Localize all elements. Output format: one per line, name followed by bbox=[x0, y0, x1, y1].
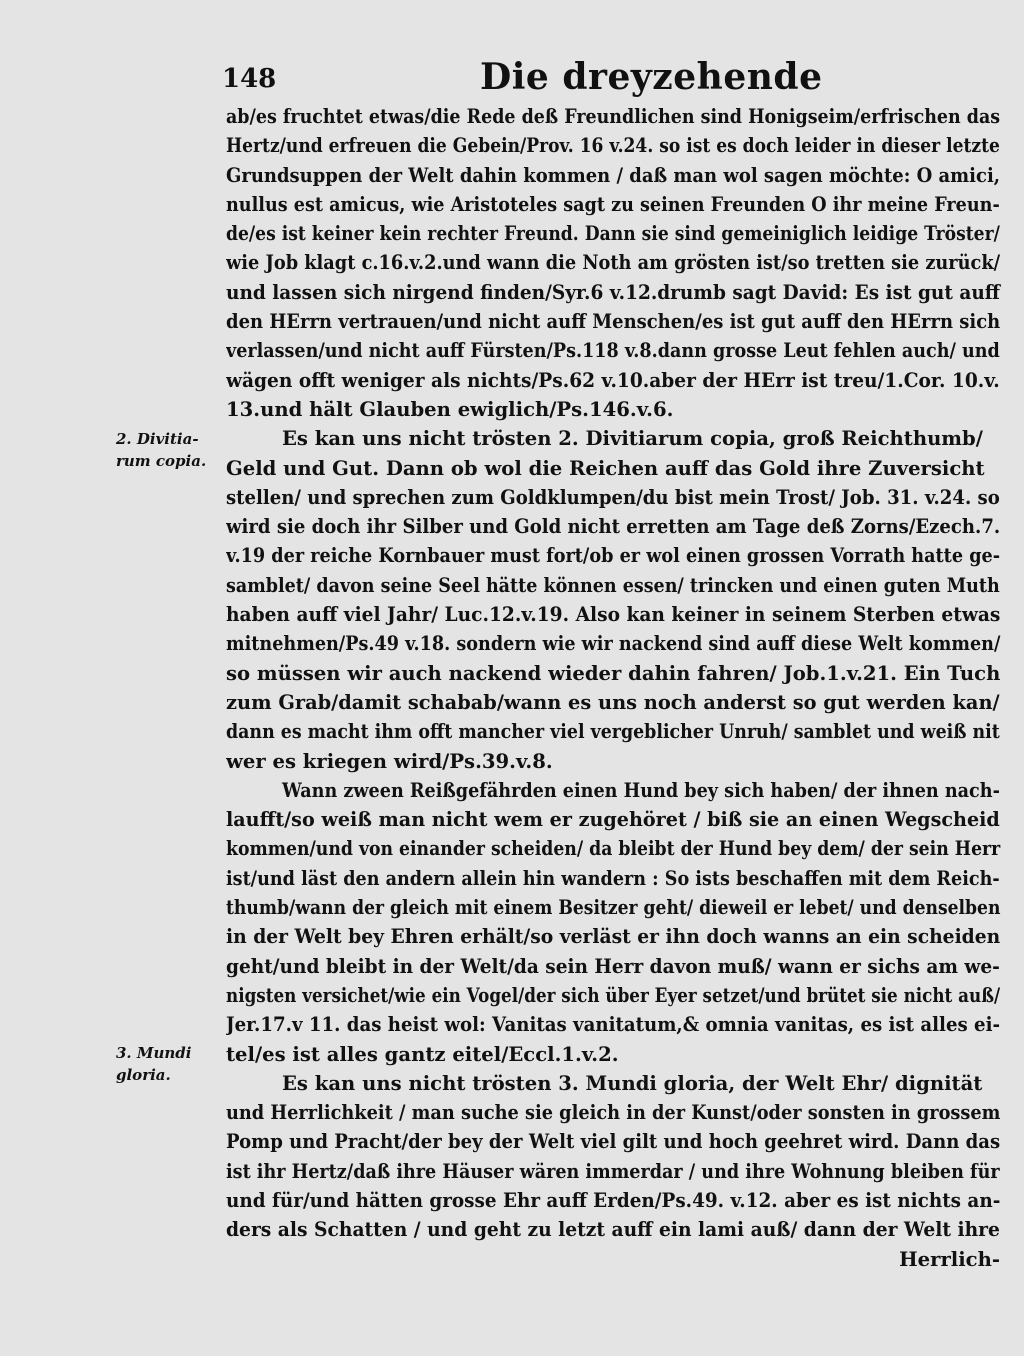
page-number: 148 bbox=[222, 64, 277, 94]
text-line: dann es macht ihm offt mancher viel vergeblicher Unruh/ samblet und weiß nit bbox=[226, 720, 1000, 744]
text-line: wer es kriegen wird/Ps.39.v.8. bbox=[226, 749, 553, 773]
text-line: ders als Schatten / und geht zu letzt auff ein lami auß/ dann der Welt ihre bbox=[226, 1218, 1000, 1242]
text-line: Es kan uns nicht trösten 2. Divitiarum copia, groß Reichthumb/ bbox=[282, 427, 983, 451]
running-title: Die dreyzehende bbox=[480, 56, 823, 98]
text-line: haben auff viel Jahr/ Luc.12.v.19. Also kan keiner in seinem Sterben etwas bbox=[226, 603, 1001, 627]
text-line: und lassen sich nirgend finden/Syr.6 v.12.drumb sagt David: Es ist gut auff bbox=[226, 280, 1000, 304]
text-line: v.19 der reiche Kornbauer must fort/ob er wol einen grossen Vorrath hatte ge- bbox=[226, 544, 1001, 568]
margin-note-mundi-gloria bbox=[116, 1042, 226, 1086]
text-line: geht/und bleibt in der Welt/da sein Herr davon muß/ wann er sichs am we- bbox=[226, 954, 1000, 978]
margin-note-divitiarum bbox=[116, 428, 226, 472]
text-line: laufft/so weiß man nicht wem er zugehöret / biß sie an einen Wegscheid bbox=[226, 808, 1000, 832]
text-line: Grundsuppen der Welt dahin kommen / daß man wol sagen möchte: O amici, bbox=[226, 163, 1001, 187]
text-line: so müssen wir auch nackend wieder dahin fahren/ Job.1.v.21. Ein Tuch bbox=[226, 661, 1001, 685]
text-line: zum Grab/damit schabab/wann es uns noch anderst so gut werden kan/ bbox=[226, 690, 1000, 714]
text-line: samblet/ davon seine Seel hätte können essen/ trincken und einen guten Muth bbox=[226, 573, 1000, 597]
text-line: nullus est amicus, wie Aristoteles sagt zu seinen Freunden O ihr meine Freun- bbox=[226, 192, 1000, 216]
margin-note-line: gloria. bbox=[116, 1066, 171, 1084]
page-header bbox=[222, 54, 962, 100]
text-line: 13.und hält Glauben ewiglich/Ps.146.v.6. bbox=[226, 397, 674, 421]
text-line: Wann zween Reißgefährden einen Hund bey sich haben/ der ihnen nach- bbox=[282, 778, 1000, 802]
margin-note-line: 2. Divitia- bbox=[116, 430, 199, 448]
text-line: nigsten versichet/wie ein Vogel/der sich über Eyer setzet/und brütet sie nicht auß/ bbox=[226, 983, 1001, 1007]
text-line: tel/es ist alles gantz eitel/Eccl.1.v.2. bbox=[226, 1042, 619, 1066]
text-line: kommen/und von einander scheiden/ da bleibt der Hund bey dem/ der sein Herr bbox=[226, 837, 1001, 861]
text-line: ist ihr Hertz/daß ihre Häuser wären immerdar / und ihre Wohnung bleiben für bbox=[226, 1159, 1000, 1183]
text-line: wie Job klagt c.16.v.2.und wann die Noth am grösten ist/so tretten sie zurück/ bbox=[226, 251, 1001, 275]
text-line: ab/es fruchtet etwas/die Rede deß Freundlichen sind Honigseim/erfrischen das bbox=[226, 105, 1001, 128]
text-line: Es kan uns nicht trösten 3. Mundi gloria, der Welt Ehr/ dignität bbox=[282, 1071, 983, 1095]
text-line: de/es ist keiner kein rechter Freund. Dann sie sind gemeiniglich leidige Tröster/ bbox=[226, 222, 1000, 246]
text-line: verlassen/und nicht auff Fürsten/Ps.118 v.8.dann grosse Leut fehlen auch/ und bbox=[226, 339, 1000, 363]
text-line: den HErrn vertrauen/und nicht auff Menschen/es ist gut auff den HErrn sich bbox=[226, 310, 1001, 334]
text-line: in der Welt bey Ehren erhält/so verläst er ihn doch wanns an ein scheiden bbox=[226, 925, 1001, 949]
text-line: Jer.17.v 11. das heist wol: Vanitas vanitatum,& omnia vanitas, es ist alles ei- bbox=[226, 1013, 1001, 1037]
text-line: stellen/ und sprechen zum Goldklumpen/du bist mein Trost/ Job. 31. v.24. so bbox=[226, 485, 1000, 509]
text-line: wird sie doch ihr Silber und Gold nicht erretten am Tage deß Zorns/Ezech.7. bbox=[226, 515, 1001, 539]
text-line: thumb/wann der gleich mit einem Besitzer geht/ dieweil er lebet/ und denselben bbox=[226, 896, 1001, 920]
body-text bbox=[226, 102, 1002, 1274]
text-line: und für/und hätten grosse Ehr auff Erden/Ps.49. v.12. aber es ist nichts an- bbox=[226, 1188, 1001, 1212]
text-line: Pomp und Pracht/der bey der Welt viel gilt und hoch geehret wird. Dann das bbox=[226, 1130, 1001, 1154]
text-line: Hertz/und erfreuen die Gebein/Prov. 16 v.24. so ist es doch leider in dieser letzte bbox=[226, 134, 1000, 158]
text-line: ist/und läst den andern allein hin wandern : So ists beschaffen mit dem Reich- bbox=[226, 866, 1000, 890]
margin-note-line: 3. Mundi bbox=[116, 1044, 192, 1062]
text-line: mitnehmen/Ps.49 v.18. sondern wie wir nackend sind auff diese Welt kommen/ bbox=[226, 632, 1001, 656]
text-line: und Herrlichkeit / man suche sie gleich in der Kunst/oder sonsten in grossem bbox=[226, 1101, 1001, 1125]
text-line: wägen offt weniger als nichts/Ps.62 v.10.aber der HErr ist treu/1.Cor. 10.v. bbox=[226, 368, 1000, 392]
margin-note-line: rum copia. bbox=[116, 452, 207, 470]
text-line: Herrlich- bbox=[899, 1247, 1000, 1271]
text-line: Geld und Gut. Dann ob wol die Reichen auff das Gold ihre Zuversicht bbox=[226, 456, 985, 480]
